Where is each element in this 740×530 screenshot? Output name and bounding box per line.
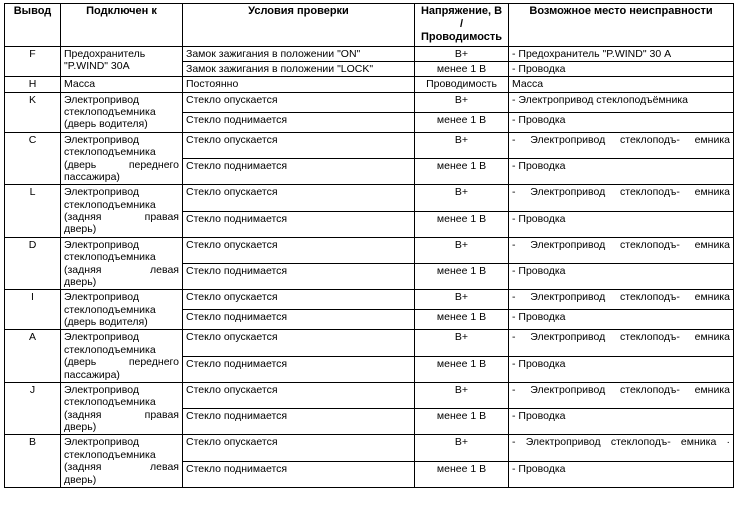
cell-pin: F [5, 46, 61, 77]
cell-check-condition: Замок зажигания в положении "LOCK" [183, 61, 415, 76]
cell-voltage: менее 1 В [415, 356, 509, 382]
cell-voltage: В+ [415, 330, 509, 356]
cell-pin: I [5, 290, 61, 330]
cell-check-condition: Стекло поднимается [183, 356, 415, 382]
cell-check-condition: Стекло опускается [183, 237, 415, 263]
cell-possible-fault: - Электропривод стеклоподъёмника [509, 92, 734, 112]
table-row [5, 382, 734, 408]
header-voltage-continuity: Напряжение, В / Проводимость [415, 4, 509, 47]
cell-connected-to [61, 77, 183, 92]
cell-voltage: В+ [415, 435, 509, 461]
cell-possible-fault: - Проводка [509, 461, 734, 487]
table-body [5, 46, 734, 487]
cell-pin: A [5, 330, 61, 383]
cell-connected-to [61, 185, 183, 238]
table-row [5, 330, 734, 356]
connected-to-line: (задняя правая [64, 211, 179, 224]
connected-to-line: стеклоподъемника [64, 303, 156, 316]
connected-to-line: Электропривод [64, 383, 139, 396]
cell-pin: D [5, 237, 61, 290]
cell-possible-fault: - Электропривод стеклоподъ- емника [509, 237, 734, 263]
connected-to-line: дверь) [64, 275, 97, 288]
header-possible-fault: Возможное место неисправности [509, 4, 734, 47]
cell-check-condition: Стекло опускается [183, 382, 415, 408]
connected-to-line: (задняя левая [64, 263, 179, 276]
table-header [5, 4, 734, 47]
cell-possible-fault: - Проводка [509, 409, 734, 435]
cell-possible-fault: Масса [509, 77, 734, 92]
connected-to-line: стеклоподъемника [64, 396, 156, 409]
connected-to-line: Электропривод [64, 331, 139, 344]
connected-to-line: Электропривод [64, 133, 139, 146]
connected-to-line: Электропривод [64, 291, 139, 304]
connected-to-line: Масса [64, 78, 96, 91]
connected-to-line: стеклоподъемника [64, 106, 156, 119]
connected-to-line: стеклоподъемника [64, 146, 156, 159]
connected-to-line: Электропривод [64, 93, 139, 106]
header-check-conditions: Условия проверки [183, 4, 415, 47]
connected-to-line: стеклоподъемника [64, 251, 156, 264]
cell-possible-fault: - Электропривод стеклоподъ- емника [509, 290, 734, 310]
cell-voltage: Проводимость [415, 77, 509, 92]
cell-possible-fault: - Проводка [509, 112, 734, 132]
cell-voltage: менее 1 В [415, 461, 509, 487]
header-pin: Вывод [5, 4, 61, 47]
cell-voltage: менее 1 В [415, 112, 509, 132]
connected-to-line: пассажира) [64, 368, 120, 381]
cell-possible-fault: - Электропривод стеклоподъ- емника [509, 330, 734, 356]
cell-check-condition: Стекло поднимается [183, 159, 415, 185]
cell-connected-to [61, 237, 183, 290]
cell-possible-fault: - Электропривод стеклоподъ- емника [509, 382, 734, 408]
cell-connected-to [61, 435, 183, 488]
cell-voltage: В+ [415, 382, 509, 408]
cell-check-condition: Стекло опускается [183, 92, 415, 112]
connected-to-line: (дверь водителя) [64, 118, 148, 131]
connected-to-line: (задняя правая [64, 408, 179, 421]
cell-pin: L [5, 185, 61, 238]
table-row [5, 77, 734, 92]
cell-connected-to [61, 92, 183, 132]
cell-pin: B [5, 435, 61, 488]
cell-voltage: В+ [415, 92, 509, 112]
table-row [5, 46, 734, 61]
cell-possible-fault: - Проводка [509, 264, 734, 290]
cell-possible-fault: - Проводка [509, 211, 734, 237]
cell-check-condition: Постоянно [183, 77, 415, 92]
cell-pin: J [5, 382, 61, 435]
document-page [0, 3, 740, 530]
connected-to-line: Электропривод [64, 186, 139, 199]
cell-connected-to [61, 132, 183, 185]
connected-to-line: пассажира) [64, 170, 120, 183]
header-connected-to: Подключен к [61, 4, 183, 47]
cell-check-condition: Стекло опускается [183, 132, 415, 158]
cell-voltage: В+ [415, 46, 509, 61]
connected-to-line: (дверь переднего [64, 356, 179, 369]
cell-check-condition: Замок зажигания в положении "ON" [183, 46, 415, 61]
cell-possible-fault: - Электропривод стеклоподъ- емника · [509, 435, 734, 461]
cell-voltage: менее 1 В [415, 61, 509, 76]
connected-to-line: дверь) [64, 421, 97, 434]
cell-possible-fault: - Проводка [509, 310, 734, 330]
table-row [5, 92, 734, 112]
cell-check-condition: Стекло опускается [183, 435, 415, 461]
pin-diagnostics-table [4, 3, 734, 488]
cell-check-condition: Стекло опускается [183, 330, 415, 356]
cell-possible-fault: - Проводка [509, 61, 734, 76]
table-row [5, 435, 734, 461]
cell-check-condition: Стекло поднимается [183, 264, 415, 290]
cell-connected-to [61, 46, 183, 77]
cell-pin: C [5, 132, 61, 185]
cell-check-condition: Стекло поднимается [183, 461, 415, 487]
cell-pin: H [5, 77, 61, 92]
cell-connected-to [61, 290, 183, 330]
connected-to-line: (дверь водителя) [64, 316, 148, 329]
connected-to-line: Электропривод [64, 238, 139, 251]
cell-possible-fault: - Проводка [509, 356, 734, 382]
cell-pin: K [5, 92, 61, 132]
connected-to-line: дверь) [64, 473, 97, 486]
cell-check-condition: Стекло поднимается [183, 409, 415, 435]
table-row [5, 185, 734, 211]
cell-connected-to [61, 382, 183, 435]
cell-voltage: менее 1 В [415, 211, 509, 237]
connected-to-line: стеклоподъемника [64, 198, 156, 211]
connected-to-line: Электропривод [64, 436, 139, 449]
connected-to-line: стеклоподъемника [64, 448, 156, 461]
cell-voltage: менее 1 В [415, 409, 509, 435]
table-row [5, 237, 734, 263]
cell-possible-fault: - Электропривод стеклоподъ- емника [509, 132, 734, 158]
cell-check-condition: Стекло опускается [183, 290, 415, 310]
table-row [5, 290, 734, 310]
cell-connected-to [61, 330, 183, 383]
header-row [5, 4, 734, 47]
cell-voltage: менее 1 В [415, 264, 509, 290]
cell-check-condition: Стекло поднимается [183, 112, 415, 132]
connected-to-line: стеклоподъемника [64, 343, 156, 356]
connected-to-line: (дверь переднего [64, 158, 179, 171]
connected-to-line: "P.WIND" 30А [64, 59, 130, 72]
cell-voltage: менее 1 В [415, 159, 509, 185]
cell-check-condition: Стекло поднимается [183, 310, 415, 330]
table-row [5, 132, 734, 158]
connected-to-line: (задняя левая [64, 461, 179, 474]
cell-possible-fault: - Предохранитель "P.WIND" 30 А [509, 46, 734, 61]
cell-voltage: В+ [415, 290, 509, 310]
cell-voltage: менее 1 В [415, 310, 509, 330]
connected-to-line: дверь) [64, 223, 97, 236]
cell-possible-fault: - Проводка [509, 159, 734, 185]
cell-voltage: В+ [415, 132, 509, 158]
cell-voltage: В+ [415, 185, 509, 211]
cell-possible-fault: - Электропривод стеклоподъ- емника [509, 185, 734, 211]
cell-voltage: В+ [415, 237, 509, 263]
cell-check-condition: Стекло поднимается [183, 211, 415, 237]
cell-check-condition: Стекло опускается [183, 185, 415, 211]
connected-to-line: Предохранитель [64, 47, 146, 60]
